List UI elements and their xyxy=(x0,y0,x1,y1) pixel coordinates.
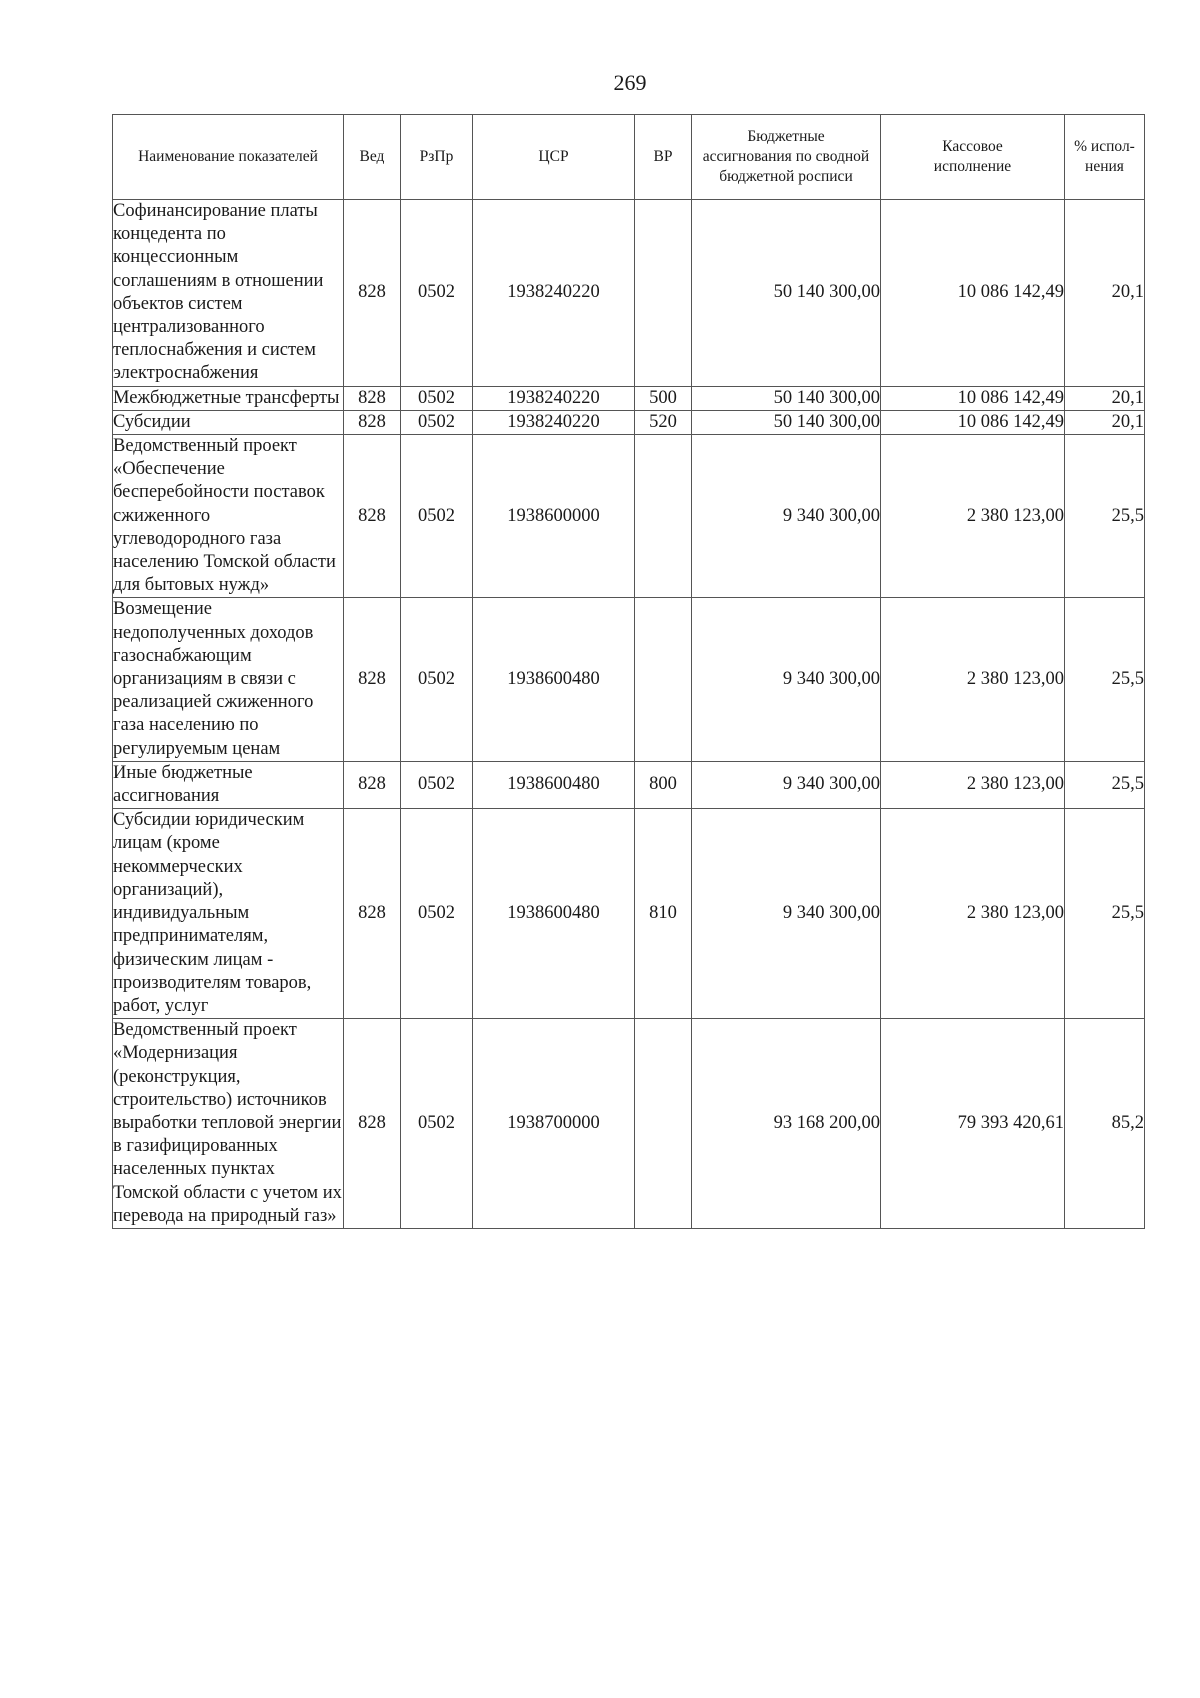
row-csr: 1938240220 xyxy=(473,410,635,434)
header-name: Наименование показателей xyxy=(113,115,344,200)
row-vr xyxy=(635,1019,692,1229)
row-ved: 828 xyxy=(344,386,401,410)
row-name: Межбюджетные трансферты xyxy=(113,386,344,410)
row-vr: 520 xyxy=(635,410,692,434)
row-ved: 828 xyxy=(344,809,401,1019)
table-header-row xyxy=(113,115,1145,200)
row-ved: 828 xyxy=(344,1019,401,1229)
row-csr: 1938700000 xyxy=(473,1019,635,1229)
row-name: Возмещение недополученных доходов газоснабжающим организациям в связи с реализацией сжиженного газа населению по регулируемым ценам xyxy=(113,598,344,761)
header-ved: Вед xyxy=(344,115,401,200)
table-row xyxy=(113,809,1145,1019)
row-rzpr: 0502 xyxy=(401,386,473,410)
row-budget: 93 168 200,00 xyxy=(692,1019,881,1229)
row-budget: 9 340 300,00 xyxy=(692,809,881,1019)
row-name: Субсидии xyxy=(113,410,344,434)
row-percent: 25,5 xyxy=(1065,809,1145,1019)
row-csr: 1938600480 xyxy=(473,809,635,1019)
row-rzpr: 0502 xyxy=(401,598,473,761)
row-csr: 1938240220 xyxy=(473,386,635,410)
row-ved: 828 xyxy=(344,761,401,808)
row-cash: 10 086 142,49 xyxy=(881,386,1065,410)
row-ved: 828 xyxy=(344,200,401,387)
row-rzpr: 0502 xyxy=(401,809,473,1019)
row-rzpr: 0502 xyxy=(401,410,473,434)
row-percent: 25,5 xyxy=(1065,598,1145,761)
row-rzpr: 0502 xyxy=(401,200,473,387)
row-budget: 50 140 300,00 xyxy=(692,410,881,434)
row-cash: 2 380 123,00 xyxy=(881,809,1065,1019)
row-budget: 9 340 300,00 xyxy=(692,761,881,808)
row-percent: 20,1 xyxy=(1065,386,1145,410)
row-csr: 1938600480 xyxy=(473,598,635,761)
row-rzpr: 0502 xyxy=(401,1019,473,1229)
table-row xyxy=(113,435,1145,598)
row-csr: 1938240220 xyxy=(473,200,635,387)
page-number: 269 xyxy=(613,70,647,95)
row-percent: 25,5 xyxy=(1065,435,1145,598)
row-name: Ведомственный проект «Модернизация (реконструкция, строительство) источников выработки тепловой энергии в газифицированных населенных пунктах Томской области с учетом их перевода на природный газ» xyxy=(113,1019,344,1229)
row-ved: 828 xyxy=(344,598,401,761)
row-ved: 828 xyxy=(344,435,401,598)
row-vr xyxy=(635,598,692,761)
row-budget: 50 140 300,00 xyxy=(692,200,881,387)
row-budget: 9 340 300,00 xyxy=(692,435,881,598)
row-vr: 800 xyxy=(635,761,692,808)
header-csr: ЦСР xyxy=(473,115,635,200)
table-row xyxy=(113,761,1145,808)
table-row xyxy=(113,386,1145,410)
row-name: Софинансирование платы концедента по концессионным соглашениям в отношении объектов систем централизованного теплоснабжения и систем электроснабжения xyxy=(113,200,344,387)
table-row xyxy=(113,200,1145,387)
row-budget: 9 340 300,00 xyxy=(692,598,881,761)
row-cash: 2 380 123,00 xyxy=(881,435,1065,598)
row-vr xyxy=(635,200,692,387)
header-cash: Кассовое исполнение xyxy=(881,115,1065,200)
row-cash: 10 086 142,49 xyxy=(881,200,1065,387)
row-budget: 50 140 300,00 xyxy=(692,386,881,410)
row-cash: 2 380 123,00 xyxy=(881,761,1065,808)
row-name: Ведомственный проект «Обеспечение бесперебойности поставок сжиженного углеводородного газа населению Томской области для бытовых нужд» xyxy=(113,435,344,598)
row-cash: 10 086 142,49 xyxy=(881,410,1065,434)
header-rzpr: РзПр xyxy=(401,115,473,200)
row-rzpr: 0502 xyxy=(401,761,473,808)
table-row xyxy=(113,410,1145,434)
row-cash: 79 393 420,61 xyxy=(881,1019,1065,1229)
row-vr: 500 xyxy=(635,386,692,410)
header-budget: Бюджетные ассигнования по сводной бюджетной росписи xyxy=(692,115,881,200)
row-percent: 85,2 xyxy=(1065,1019,1145,1229)
header-vr: ВР xyxy=(635,115,692,200)
row-csr: 1938600480 xyxy=(473,761,635,808)
row-ved: 828 xyxy=(344,410,401,434)
row-vr xyxy=(635,435,692,598)
row-percent: 20,1 xyxy=(1065,410,1145,434)
table-row xyxy=(113,1019,1145,1229)
row-name: Субсидии юридическим лицам (кроме некоммерческих организаций), индивидуальным предпринимателям, физическим лицам - производителям товаров, работ, услуг xyxy=(113,809,344,1019)
row-percent: 20,1 xyxy=(1065,200,1145,387)
header-percent: % испол-нения xyxy=(1065,115,1145,200)
row-name: Иные бюджетные ассигнования xyxy=(113,761,344,808)
row-csr: 1938600000 xyxy=(473,435,635,598)
row-cash: 2 380 123,00 xyxy=(881,598,1065,761)
row-percent: 25,5 xyxy=(1065,761,1145,808)
row-vr: 810 xyxy=(635,809,692,1019)
row-rzpr: 0502 xyxy=(401,435,473,598)
budget-execution-table xyxy=(112,114,1145,1229)
table-row xyxy=(113,598,1145,761)
